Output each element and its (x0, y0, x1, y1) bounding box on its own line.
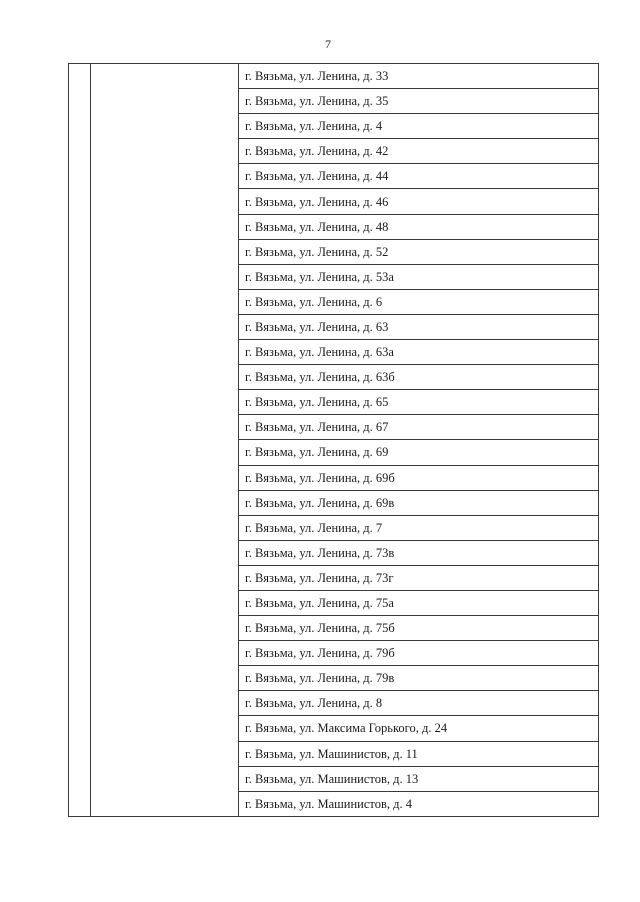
address-cell: г. Вязьма, ул. Ленина, д. 75а (239, 590, 599, 615)
address-cell: г. Вязьма, ул. Ленина, д. 35 (239, 89, 599, 114)
address-cell: г. Вязьма, ул. Ленина, д. 69б (239, 465, 599, 490)
address-cell: г. Вязьма, ул. Ленина, д. 46 (239, 189, 599, 214)
address-cell: г. Вязьма, ул. Машинистов, д. 11 (239, 741, 599, 766)
address-cell: г. Вязьма, ул. Ленина, д. 65 (239, 390, 599, 415)
address-cell: г. Вязьма, ул. Ленина, д. 44 (239, 164, 599, 189)
address-cell: г. Вязьма, ул. Ленина, д. 75б (239, 616, 599, 641)
address-cell: г. Вязьма, ул. Ленина, д. 63 (239, 314, 599, 339)
address-table (68, 63, 599, 817)
address-cell: г. Вязьма, ул. Ленина, д. 79в (239, 666, 599, 691)
address-cell: г. Вязьма, ул. Ленина, д. 7 (239, 515, 599, 540)
address-cell: г. Вязьма, ул. Ленина, д. 48 (239, 214, 599, 239)
address-cell: г. Вязьма, ул. Ленина, д. 8 (239, 691, 599, 716)
address-cell: г. Вязьма, ул. Ленина, д. 73г (239, 565, 599, 590)
address-cell: г. Вязьма, ул. Машинистов, д. 4 (239, 791, 599, 816)
address-cell: г. Вязьма, ул. Ленина, д. 69 (239, 440, 599, 465)
table-row (69, 64, 599, 89)
address-cell: г. Вязьма, ул. Ленина, д. 63а (239, 340, 599, 365)
name-column-cell (91, 64, 239, 817)
address-cell: г. Вязьма, ул. Ленина, д. 52 (239, 239, 599, 264)
address-cell: г. Вязьма, ул. Ленина, д. 33 (239, 64, 599, 89)
address-cell: г. Вязьма, ул. Машинистов, д. 13 (239, 766, 599, 791)
address-cell: г. Вязьма, ул. Ленина, д. 73в (239, 540, 599, 565)
address-cell: г. Вязьма, ул. Ленина, д. 63б (239, 365, 599, 390)
number-column-cell (69, 64, 91, 817)
address-cell: г. Вязьма, ул. Ленина, д. 4 (239, 114, 599, 139)
address-cell: г. Вязьма, ул. Ленина, д. 53а (239, 264, 599, 289)
page-number: 7 (325, 37, 331, 51)
address-cell: г. Вязьма, ул. Максима Горького, д. 24 (239, 716, 599, 741)
address-table-body (69, 64, 599, 817)
address-cell: г. Вязьма, ул. Ленина, д. 6 (239, 289, 599, 314)
address-cell: г. Вязьма, ул. Ленина, д. 69в (239, 490, 599, 515)
address-cell: г. Вязьма, ул. Ленина, д. 79б (239, 641, 599, 666)
address-cell: г. Вязьма, ул. Ленина, д. 42 (239, 139, 599, 164)
address-cell: г. Вязьма, ул. Ленина, д. 67 (239, 415, 599, 440)
